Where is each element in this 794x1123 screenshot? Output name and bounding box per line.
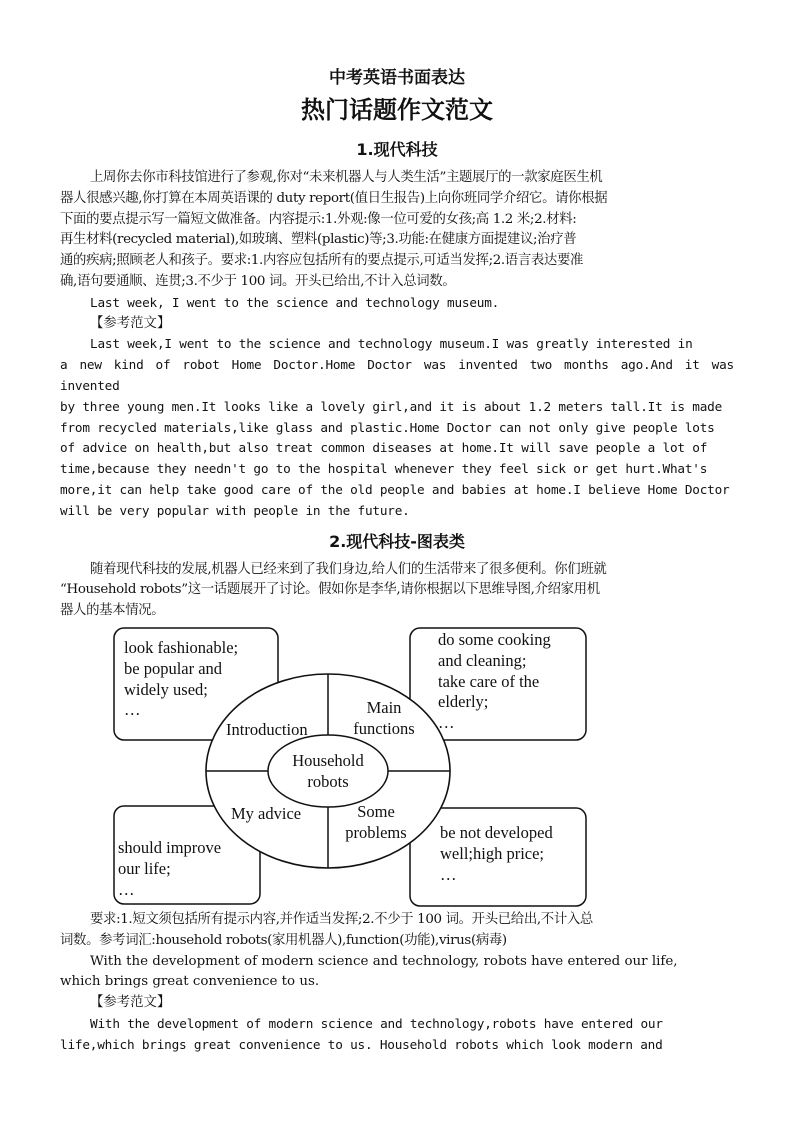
box-line: our life; bbox=[118, 858, 171, 878]
box-top-right-text bbox=[438, 630, 551, 734]
opening-line: which brings great convenience to us. bbox=[60, 974, 320, 990]
section-2-heading: 2.现代科技-图表类 bbox=[329, 531, 465, 551]
quadrant-functions-label bbox=[344, 698, 424, 740]
box-line: take care of the bbox=[438, 671, 540, 691]
quadrant-line: Some bbox=[357, 801, 395, 821]
box-line: well;high price; bbox=[440, 843, 545, 863]
intro-line: 器人的基本情况。 bbox=[60, 603, 165, 619]
sample-line: of advice on health,but also treat common diseases at home.It will save people a lot of bbox=[60, 440, 708, 456]
opening-line: With the development of modern science and technology, robots have entered our life, bbox=[90, 953, 678, 969]
intro-line: 随着现代科技的发展,机器人已经来到了我们身边,给人们的生活带来了很多便利。你们班就 bbox=[90, 561, 607, 577]
document-title: 中考英语书面表达 bbox=[329, 68, 465, 88]
quadrant-line: Introduction bbox=[226, 719, 308, 739]
quadrant-introduction-label bbox=[226, 720, 308, 741]
box-line: should improve bbox=[118, 837, 222, 857]
section-2-sample bbox=[60, 1014, 734, 1056]
box-line: … bbox=[440, 864, 457, 884]
box-line: do some cooking bbox=[438, 629, 551, 649]
section-1-sample bbox=[60, 334, 734, 521]
center-label bbox=[278, 751, 378, 793]
section-2-opening bbox=[60, 952, 734, 994]
box-line: … bbox=[124, 700, 141, 720]
prompt-line: 器人很感兴趣,你打算在本周英语课的 duty report(值日生报告)上向你班同学介绍它。请你根据 bbox=[60, 190, 608, 206]
box-line: be not developed bbox=[440, 822, 553, 842]
section-1-opening: Last week, I went to the science and technology museum. bbox=[90, 294, 500, 310]
prompt-line: 下面的要点提示写一篇短文做准备。内容提示:1.外观:像一位可爱的女孩;高 1.2 米;2.材料: bbox=[60, 211, 577, 227]
box-line: be popular and bbox=[124, 658, 223, 678]
box-line: … bbox=[118, 879, 135, 899]
section-1-heading: 1.现代科技 bbox=[356, 140, 438, 159]
requirement-line: 要求:1.短文须包括所有提示内容,并作适当发挥;2.不少于 100 词。开头已给出,不计入总 bbox=[90, 911, 593, 927]
section-2-intro bbox=[60, 560, 734, 622]
requirement-line: 词数。参考词汇:household robots(家用机器人),function(功能),virus(病毒) bbox=[60, 932, 507, 948]
sample-line: a new kind of robot Home Doctor.Home Doctor was invented two months ago.And it was invented bbox=[60, 357, 734, 393]
prompt-line: 再生材料(recycled material),如玻璃、塑料(plastic)等;3.功能:在健康方面提建议;治疗普 bbox=[60, 232, 577, 248]
section-2-ref-label: 【参考范文】 bbox=[90, 995, 171, 1011]
center-line: robots bbox=[307, 771, 349, 791]
box-bottom-left-text bbox=[118, 838, 221, 900]
prompt-line: 确,语句要通顺、连贯;3.不少于 100 词。开头已给出,不计入总词数。 bbox=[60, 273, 456, 289]
box-line: look fashionable; bbox=[124, 637, 239, 657]
sample-line: With the development of modern science and technology,robots have entered our bbox=[90, 1015, 663, 1031]
document-subtitle: 热门话题作文范文 bbox=[301, 96, 493, 124]
quadrant-line: functions bbox=[353, 718, 415, 738]
box-bottom-right-text bbox=[440, 823, 553, 885]
box-top-left-text bbox=[124, 638, 238, 721]
sample-line: by three young men.It looks like a lovely girl,and it is about 1.2 meters tall.It is made bbox=[60, 398, 723, 414]
box-line: … bbox=[438, 713, 455, 733]
sample-line: from recycled materials,like glass and plastic.Home Doctor can not only give people lots bbox=[60, 419, 715, 435]
intro-line: “Household robots”这一话题展开了讨论。假如你是李华,请你根据以下思维导图,介绍家用机 bbox=[60, 582, 600, 598]
quadrant-problems-label bbox=[336, 802, 416, 844]
prompt-line: 上周你去你市科技馆进行了参观,你对“未来机器人与人类生活”主题展厅的一款家庭医生机 bbox=[90, 170, 603, 185]
quadrant-advice-label bbox=[231, 804, 301, 825]
box-line: and cleaning; bbox=[438, 650, 527, 670]
document-page bbox=[60, 66, 734, 1056]
mind-map-diagram bbox=[60, 626, 734, 908]
quadrant-line: Main bbox=[366, 697, 402, 717]
sample-line: life,which brings great convenience to us. Household robots which look modern and bbox=[60, 1036, 663, 1052]
box-line: elderly; bbox=[438, 692, 489, 712]
box-line: widely used; bbox=[124, 679, 208, 699]
section-2-requirements bbox=[60, 910, 734, 952]
sample-line: time,because they needn't go to the hospital whenever they feel sick or get hurt.What's bbox=[60, 461, 708, 477]
quadrant-line: My advice bbox=[231, 803, 302, 823]
quadrant-line: problems bbox=[345, 822, 407, 842]
center-line: Household bbox=[292, 750, 364, 770]
prompt-line: 通的疾病;照顾老人和孩子。要求:1.内容应包括所有的要点提示,可适当发挥;2.语言表达要准 bbox=[60, 253, 584, 269]
sample-line: will be very popular with people in the future. bbox=[60, 502, 410, 518]
sample-line: more,it can help take good care of the old people and babies at home.I believe Home Doctor bbox=[60, 481, 730, 497]
section-1-prompt bbox=[60, 168, 734, 293]
sample-line: Last week,I went to the science and technology museum.I was greatly interested in bbox=[90, 336, 693, 352]
section-1-ref-label: 【参考范文】 bbox=[90, 315, 171, 331]
